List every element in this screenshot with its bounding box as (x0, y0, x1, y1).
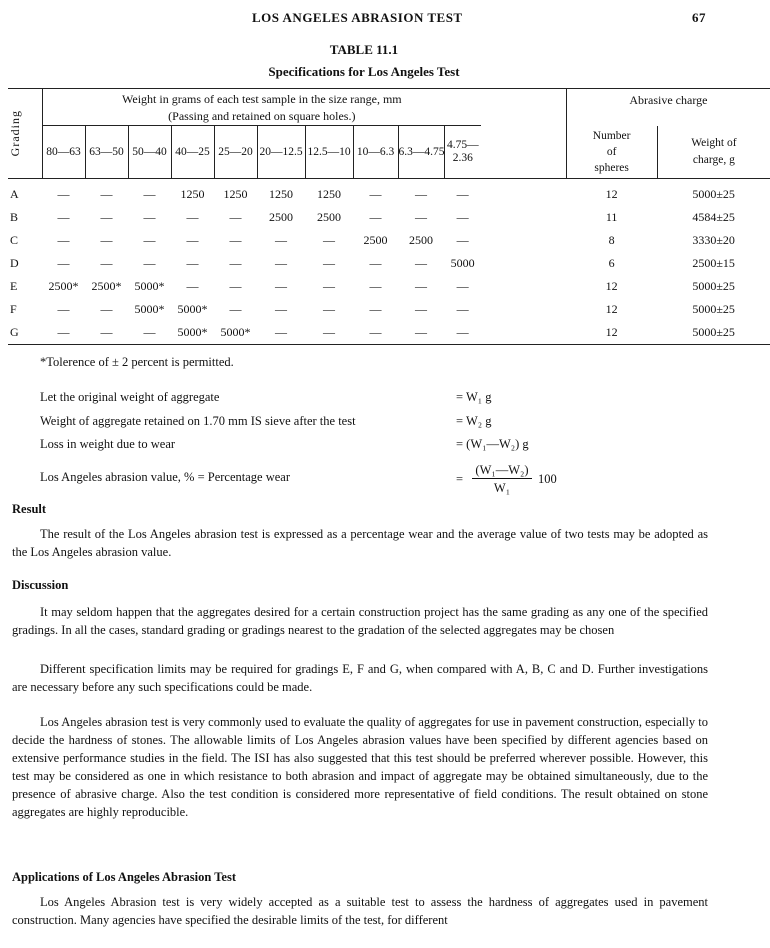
weight-cell: 2500 (363, 233, 388, 247)
table-row (8, 179, 770, 207)
weight-cell: — (257, 321, 305, 345)
weight-cell: — (323, 256, 335, 270)
size-range-header-part: 2.36 (452, 152, 473, 164)
result-paragraph: The result of the Los Angeles abrasion test is expressed as a percentage wear and the average value of two tests may be adopted as the Los Angeles abrasion value. (12, 527, 708, 559)
size-range-header: 40—25 (171, 126, 214, 179)
weight-cell: — (456, 233, 469, 247)
formula-rhs: = (W₁—W₂) g (456, 437, 529, 451)
formula-rhs: = W₁ g (456, 390, 492, 404)
grade-label: E (10, 279, 18, 293)
weight-cell: — (369, 210, 382, 224)
weight-cell: — (143, 210, 156, 224)
weight-cell: — (456, 187, 469, 201)
weight-cell: — (57, 302, 70, 316)
spheres-cell: 8 (608, 233, 615, 247)
weight-cell: — (100, 187, 113, 201)
weight-cell: — (57, 187, 70, 201)
spheres-header-line: spheres (594, 161, 629, 174)
weight-cell: 5000 (450, 256, 475, 270)
weight-cell: — (186, 233, 199, 247)
weight-cell: — (57, 210, 70, 224)
fraction-numerator: (W₁—W₂) (472, 462, 532, 479)
weight-cell: — (229, 279, 242, 293)
weight-cell: — (415, 187, 427, 201)
weight-cell: — (369, 187, 382, 201)
weight-cell: — (415, 302, 427, 316)
weight-cell: — (57, 233, 70, 247)
spheres-cell: 11 (605, 210, 618, 224)
grading-header: Grading (8, 110, 22, 157)
table-row (8, 229, 770, 252)
weight-cell: 2500 (317, 210, 341, 224)
weight-cell: — (369, 279, 382, 293)
weight-cell: — (229, 210, 242, 224)
size-range-header: 6.3—4.75 (398, 126, 444, 179)
discussion-paragraph: It may seldom happen that the aggregates desired for a certain construction project has the same grading as any one of the specified gradings. In all the cases, standard grading or gradings nearest to the gradation of the selected aggregates may be chosen (12, 605, 708, 637)
weight-cell: 5000* (134, 302, 165, 316)
abrasive-charge-header: Abrasive charge (566, 89, 770, 126)
weight-cell: — (186, 210, 199, 224)
specification-table (8, 88, 770, 345)
weight-cell: — (186, 279, 199, 293)
size-range-header-last (444, 126, 481, 179)
formula-line (40, 437, 580, 455)
weight-cell: — (275, 256, 287, 270)
weight-cell: — (398, 321, 444, 345)
weight-cell: — (128, 321, 171, 345)
charge-header-line: charge, g (692, 153, 735, 166)
formula-line (40, 390, 580, 408)
charge-cell: 2500±15 (692, 256, 735, 270)
fraction-multiplier: 100 (538, 472, 557, 486)
weight-cell: 1250 (317, 187, 341, 201)
formula-line (40, 463, 580, 495)
weight-cell: — (57, 256, 70, 270)
formula-line (40, 414, 580, 432)
weight-cell: 2500* (48, 279, 79, 293)
weight-cell: — (353, 321, 398, 345)
chapter-title: LOS ANGELES ABRASION TEST (252, 10, 463, 25)
discussion-paragraph: Different specification limits may be required for gradings E, F and G, when compared with A, B, C and D. Further investigations are necessary before any such specifications could be made. (12, 662, 708, 694)
weight-cell: 1250 (269, 187, 293, 201)
charge-cell: 5000±25 (657, 321, 770, 345)
weight-cell: — (186, 256, 199, 270)
spheres-cell: 12 (605, 279, 618, 293)
table-title: Specifications for Los Angeles Test (268, 64, 460, 79)
discussion-heading: Discussion (12, 578, 69, 592)
charge-cell: 5000±25 (692, 279, 735, 293)
grading-header-cell (8, 89, 42, 179)
weight-cell: 2500* (91, 279, 122, 293)
table-row (8, 275, 770, 298)
size-range-header-part: 4.75— (447, 139, 479, 151)
table-body (8, 179, 770, 345)
weight-cell: — (456, 302, 469, 316)
weight-cell: — (100, 256, 113, 270)
applications-heading: Applications of Los Angeles Abrasion Test (12, 870, 237, 884)
weight-cell: 5000* (134, 279, 165, 293)
weight-cell: — (305, 321, 353, 345)
size-range-header: 20—12.5 (257, 126, 305, 179)
page-number: 67 (692, 10, 706, 25)
weight-cell: 2500 (269, 210, 293, 224)
weight-cell: — (415, 210, 427, 224)
charge-header (657, 126, 770, 179)
formula-lhs: Loss in weight due to wear (40, 437, 176, 451)
running-head (0, 10, 728, 30)
weight-cell: — (229, 256, 242, 270)
weight-cell: — (415, 256, 427, 270)
spheres-header-line: Number (592, 129, 631, 142)
grade-label: F (10, 302, 17, 316)
weight-header (42, 89, 481, 126)
weight-cell: 2500 (409, 233, 433, 247)
formula-lhs: Weight of aggregate retained on 1.70 mm IS sieve after the test (40, 414, 356, 428)
weight-cell: — (100, 233, 113, 247)
weight-cell: 5000* (214, 321, 257, 345)
weight-cell: — (100, 210, 113, 224)
weight-cell: — (229, 302, 242, 316)
weight-cell: — (143, 233, 156, 247)
formula-lhs: Los Angeles abrasion value, % = Percentage wear (40, 470, 291, 484)
grade-label: D (10, 256, 19, 270)
weight-cell: 5000* (171, 321, 214, 345)
size-range-header: 25—20 (214, 126, 257, 179)
spheres-cell: 12 (566, 321, 657, 345)
size-range-header: 12.5—10 (305, 126, 353, 179)
weight-header-line-1: Weight in grams of each test sample in the size range, mm (122, 92, 402, 106)
weight-cell: — (456, 210, 469, 224)
table-row (8, 298, 770, 321)
charge-cell: 5000±25 (692, 302, 735, 316)
weight-cell: — (275, 233, 287, 247)
formula-rhs: = W₂ g (456, 414, 492, 428)
weight-cell: — (100, 302, 113, 316)
weight-header-line-2: (Passing and retained on square holes.) (168, 109, 356, 123)
fraction-denominator: W₁ (493, 481, 511, 495)
table-row (8, 206, 770, 229)
charge-cell: 3330±20 (692, 233, 735, 247)
grade-label: C (10, 233, 19, 247)
charge-cell: 4584±25 (692, 210, 735, 224)
weight-cell: — (42, 321, 85, 345)
table-row (8, 321, 770, 345)
equals-sign: = (456, 472, 464, 486)
weight-cell: — (369, 302, 382, 316)
charge-cell: 5000±25 (692, 187, 735, 201)
applications-paragraph: Los Angeles Abrasion test is very widely accepted as a suitable test to assess the hardness of aggregates used in pavement construction. Many agencies have specified the desirable limits of the test, for different (12, 895, 708, 927)
weight-cell: — (85, 321, 128, 345)
weight-cell: — (323, 233, 335, 247)
table-label: TABLE 11.1 (329, 42, 399, 57)
weight-cell: — (369, 256, 382, 270)
weight-cell: — (229, 233, 242, 247)
size-range-header: 63—50 (85, 126, 128, 179)
discussion-paragraph: Los Angeles abrasion test is very commonly used to evaluate the quality of aggregates for use in pavement construction, especially to decide the hardness of stones. The allowable limits of Los Angeles abrasion values have been specified by different agencies based on extensive performance studies in the field. The ISI has also suggested that this test should be preferred wherever possible. However, this test may be considered as one in which resistance to both abrasion and impact of aggregate may be obtained simultaneously, due to the presence of abrasive charge. Also the test condition is considered more representative of field conditions. The result obtained on stone aggregates are highly reproducible. (12, 715, 708, 819)
formula-lhs: Let the original weight of aggregate (40, 390, 220, 404)
charge-header-line: Weight of (691, 136, 737, 149)
grade-label: B (10, 210, 19, 224)
spheres-header-line: of (606, 145, 617, 158)
spheres-cell: 12 (605, 302, 618, 316)
size-range-header: 80—63 (42, 126, 85, 179)
size-range-header: 10—6.3 (353, 126, 398, 179)
table-footnote: *Tolerence of ± 2 percent is permitted. (40, 355, 234, 369)
spheres-cell: 12 (605, 187, 618, 201)
weight-cell: 5000* (177, 302, 208, 316)
size-range-header: 50—40 (128, 126, 171, 179)
spheres-header (566, 126, 657, 179)
weight-cell: — (456, 279, 469, 293)
table-row (8, 252, 770, 275)
weight-cell: — (323, 279, 335, 293)
weight-cell: — (323, 302, 335, 316)
weight-cell: 1250 (223, 187, 248, 201)
weight-cell: — (143, 187, 156, 201)
weight-cell: — (275, 279, 287, 293)
weight-cell: — (143, 256, 156, 270)
grade-label: A (10, 187, 19, 201)
result-heading: Result (12, 502, 47, 516)
grade-label: G (8, 321, 42, 345)
weight-cell: — (415, 279, 427, 293)
spheres-cell: 6 (608, 256, 615, 270)
weight-cell: 1250 (180, 187, 205, 201)
weight-cell: — (275, 302, 287, 316)
weight-cell: — (444, 321, 481, 345)
